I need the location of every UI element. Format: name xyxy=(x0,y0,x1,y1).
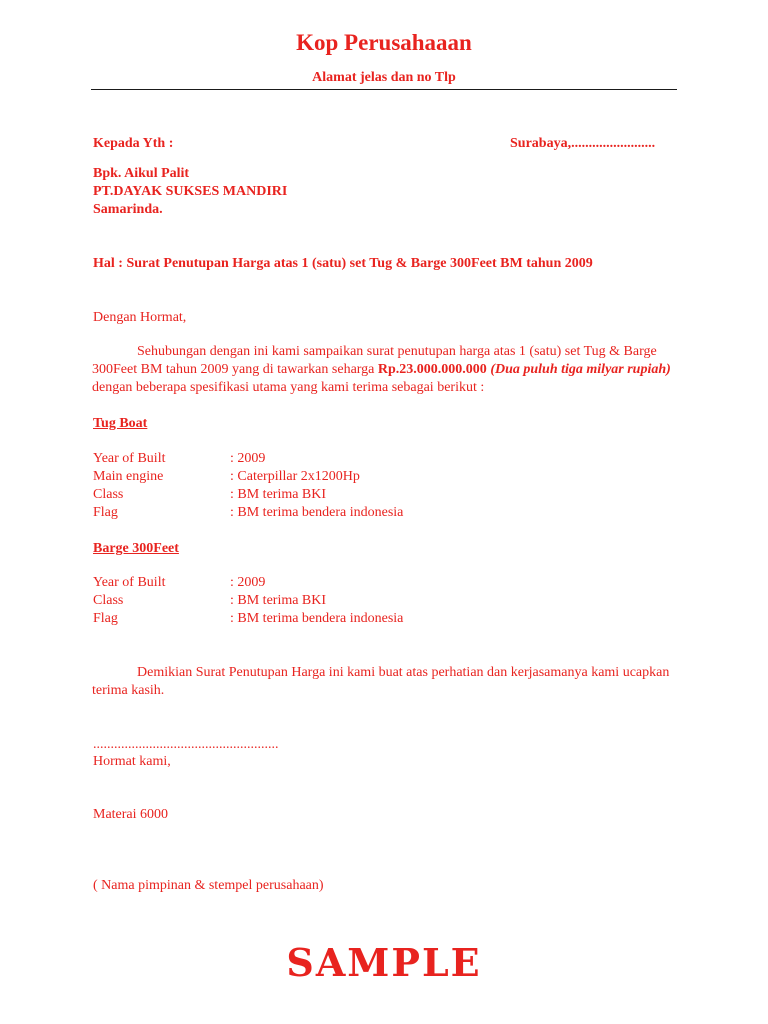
letterhead-title: Kop Perusahaaan xyxy=(296,30,472,55)
intro-price: Rp.23.000.000.000 xyxy=(377,362,487,377)
letterhead-address: Alamat jelas dan no Tlp xyxy=(312,70,456,85)
tug-spec-value: : Caterpillar 2x1200Hp xyxy=(230,469,360,484)
tug-spec-label: Flag xyxy=(93,505,118,520)
tug-spec-value: : BM terima bendera indonesia xyxy=(230,505,404,520)
barge-spec-value: : 2009 xyxy=(230,575,266,590)
stamp-duty: Materai 6000 xyxy=(93,807,169,822)
barge-spec-label: Flag xyxy=(93,611,118,626)
tug-spec-value: : BM terima BKI xyxy=(230,487,327,502)
recipient-name: Bpk. Aikul Palit xyxy=(93,166,190,181)
intro-text-start: Sehubungan dengan ini kami sampaikan surat penutupan harga atas 1 (satu) set Tug & Barge 300Feet BM tahun 2009 yang di tawarkan seharga xyxy=(92,344,657,377)
recipient-city: Samarinda. xyxy=(93,202,163,217)
signatory-note: ( Nama pimpinan & stempel perusahaan) xyxy=(93,878,324,893)
tug-spec-value: : 2009 xyxy=(230,451,266,466)
letterhead-divider xyxy=(91,89,677,90)
tug-boat-heading: Tug Boat xyxy=(93,416,148,431)
closing-paragraph: Demikian Surat Penutupan Harga ini kami buat atas perhatian dan kerjasamanya kami ucapkan terima kasih. xyxy=(92,665,670,698)
intro-price-words: (Dua puluh tiga milyar rupiah) xyxy=(490,362,671,377)
barge-heading: Barge 300Feet xyxy=(93,541,179,556)
barge-spec-label: Class xyxy=(93,593,124,608)
recipient-company: PT.DAYAK SUKSES MANDIRI xyxy=(93,184,288,199)
barge-spec-value: : BM terima BKI xyxy=(230,593,327,608)
intro-paragraph xyxy=(92,343,676,397)
greeting: Dengan Hormat, xyxy=(93,310,187,325)
place-date: Surabaya,........................ xyxy=(510,136,656,151)
tug-spec-label: Class xyxy=(93,487,124,502)
intro-text-end: dengan beberapa spesifikasi utama yang kami terima sebagai berikut : xyxy=(92,380,485,395)
tug-spec-label: Year of Built xyxy=(93,451,166,466)
tug-spec-label: Main engine xyxy=(93,469,164,484)
barge-spec-value: : BM terima bendera indonesia xyxy=(230,611,404,626)
signature-dots: ..................................................... xyxy=(93,737,279,752)
to-label: Kepada Yth : xyxy=(93,136,174,151)
sample-watermark: SAMPLE xyxy=(286,940,482,985)
barge-spec-label: Year of Built xyxy=(93,575,166,590)
subject-line: Hal : Surat Penutupan Harga atas 1 (satu) set Tug & Barge 300Feet BM tahun 2009 xyxy=(93,256,593,271)
regards: Hormat kami, xyxy=(93,754,171,769)
